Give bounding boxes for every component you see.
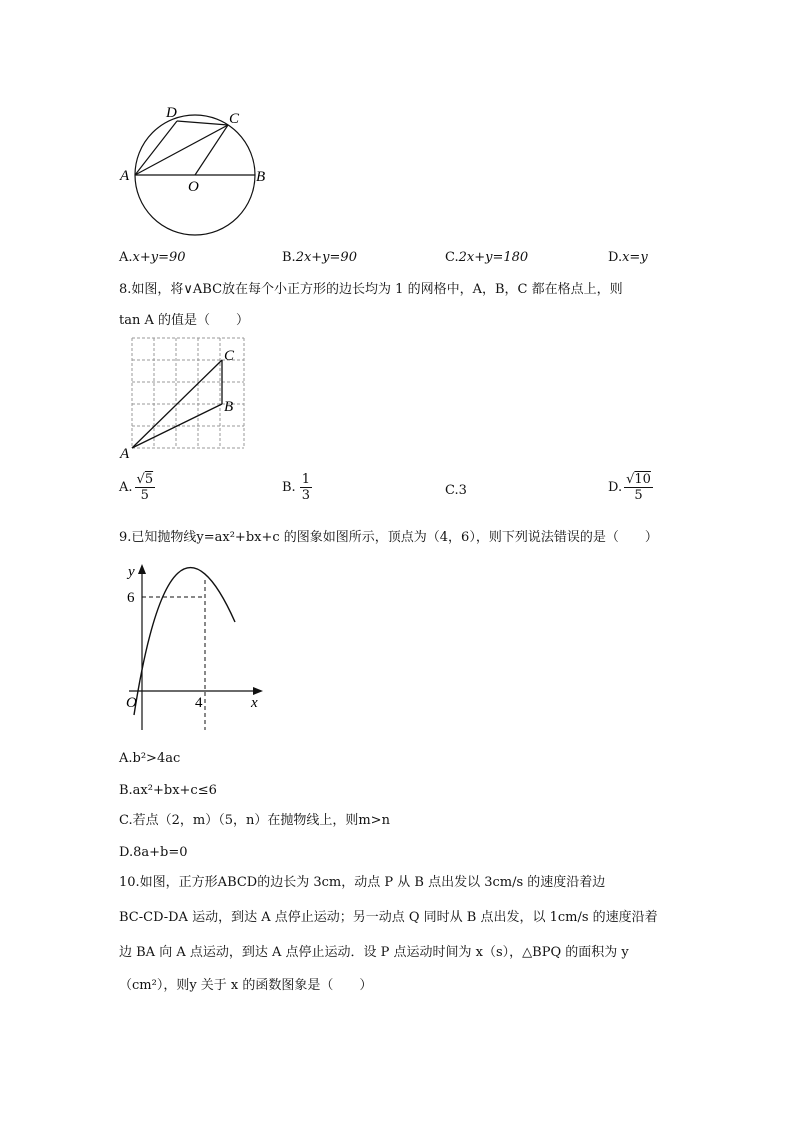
q8-option-b: B. $\frac{1}{3}$ (282, 472, 310, 503)
segment-ac (135, 125, 228, 175)
label-x: x (251, 695, 258, 711)
q10-stem-line3: 边 BA 向 A 点运动，到达 A 点停止运动．设 P 点运动时间为 x（s），△BPQ 的面积为 y (119, 945, 629, 960)
q10-stem-line2: BC-CD-DA 运动，到达 A 点停止运动；另一动点 Q 同时从 B 点出发，以 1cm/s 的速度沿着 (119, 910, 658, 925)
q7-option-d: D.x=y (608, 250, 648, 265)
x-axis-arrow (253, 687, 263, 695)
circle-figure (110, 95, 280, 245)
label-y: y (128, 564, 135, 580)
segment-dc (177, 121, 228, 125)
q9-option-d: D.8a+b=0 (119, 845, 188, 860)
label-o: O (126, 695, 137, 711)
q7-option-b: B.2x+y=90 (282, 250, 357, 265)
label-b: B (256, 169, 266, 185)
q8-option-a: A. $\frac{√5}{5}$ (119, 472, 154, 503)
label-four: 4 (195, 695, 203, 711)
label-o: O (188, 179, 199, 195)
label-a: A (120, 446, 130, 462)
q9-option-b: B.ax²+bx+c≤6 (119, 783, 217, 798)
grid-figure (118, 334, 258, 462)
q9-option-c: C.若点（2，m）（5，n）在抛物线上，则m>n (119, 813, 390, 828)
label-six: 6 (127, 590, 135, 606)
q10-stem-line1: 10.如图，正方形ABCD的边长为 3cm，动点 P 从 B 点出发以 3cm/s 的速度沿着边 (119, 875, 606, 890)
q8-option-d: D. $\frac{√10}{5}$ (608, 472, 651, 503)
q9-option-a: A.b²>4ac (119, 751, 181, 766)
label-c: C (224, 348, 235, 364)
label-b: B (224, 399, 234, 415)
parabola-curve (134, 568, 235, 715)
y-axis-arrow (138, 564, 146, 574)
label-d: D (166, 105, 177, 121)
q9-stem: 9.已知抛物线y=ax²+bx+c 的图象如图所示，顶点为（4，6），则下列说法错误的是（ ） (119, 530, 658, 545)
q10-stem-line4: （cm²），则y 关于 x 的函数图象是（ ） (119, 978, 373, 993)
segment-oc (195, 125, 228, 175)
q7-option-c: C.2x+y=180 (445, 250, 529, 265)
label-a: A (120, 168, 130, 184)
q7-option-a: A.x+y=90 (119, 250, 186, 265)
q8-stem-line2: tan A 的值是（ ） (119, 313, 250, 328)
parabola-figure (115, 560, 275, 740)
q8-option-c: C.3 (445, 483, 467, 498)
q8-stem-line1: 8.如图，将∨ABC放在每个小正方形的边长均为 1 的网格中，A，B，C 都在格点上，则 (119, 282, 623, 297)
label-c: C (229, 111, 240, 127)
